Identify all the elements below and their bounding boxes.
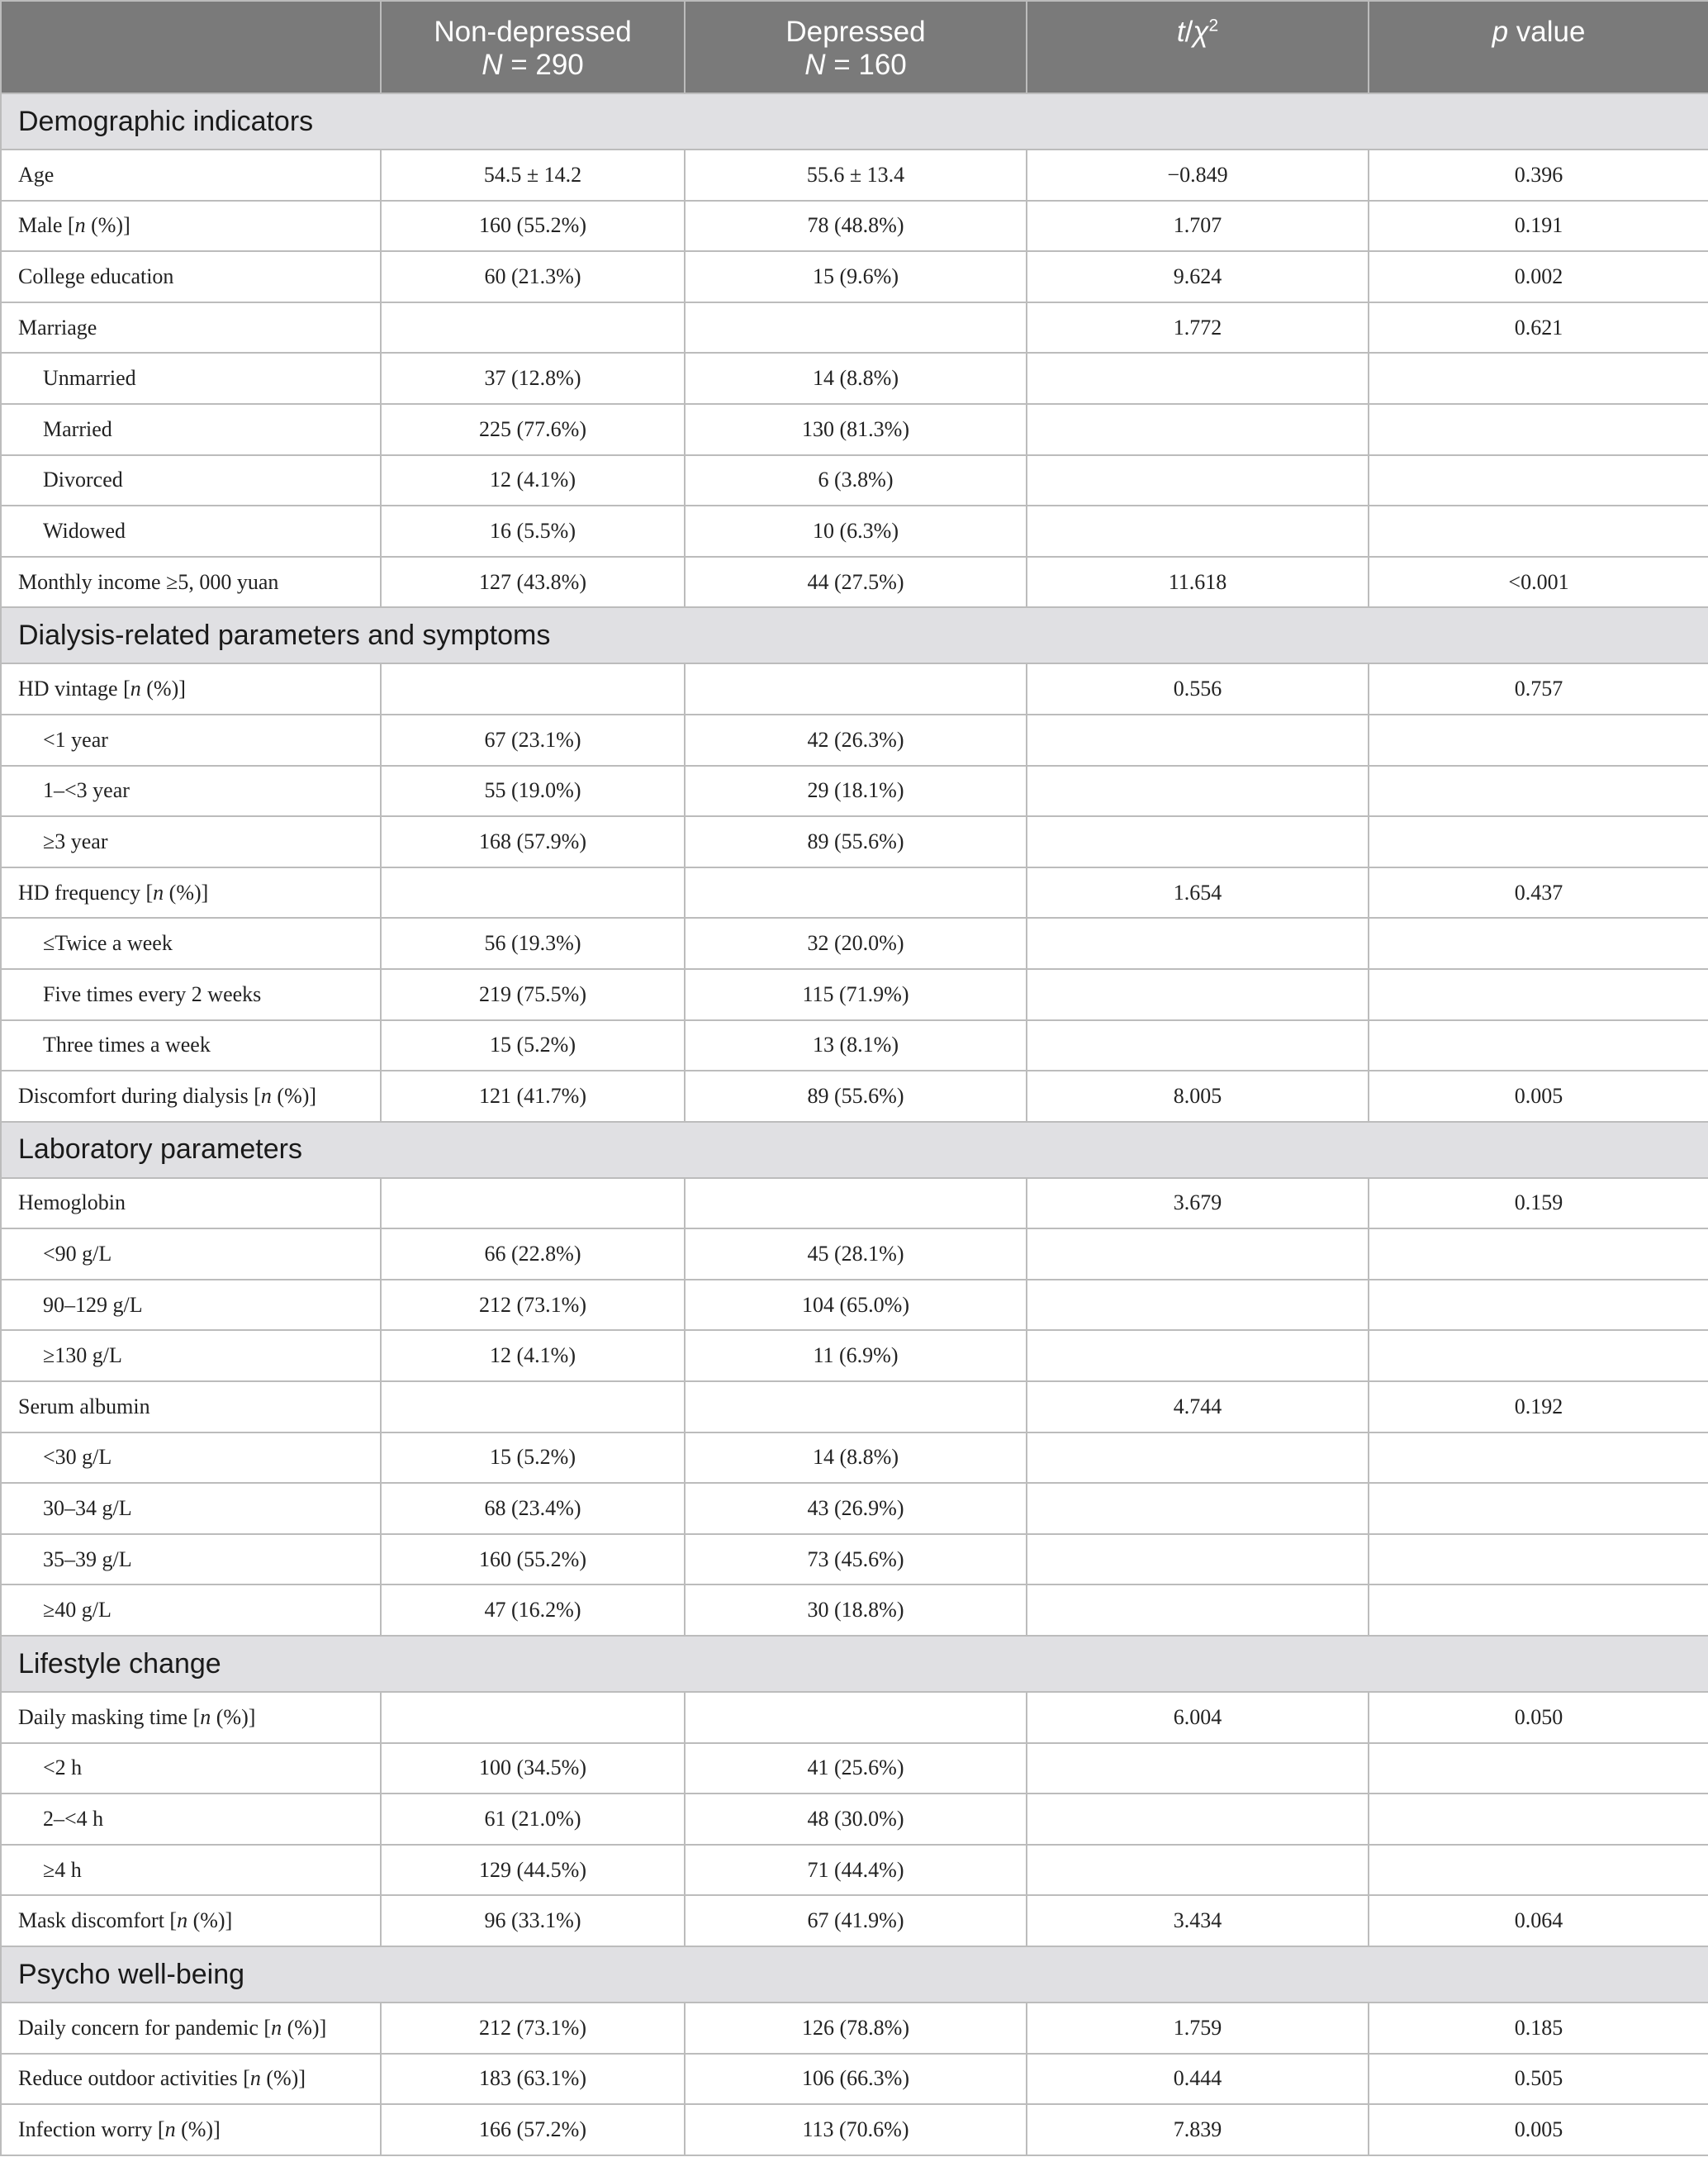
table-row (1, 1280, 1708, 1331)
row-label: 90–129 g/L (1, 1280, 381, 1331)
row-label: Monthly income ≥5, 000 yuan (1, 557, 381, 608)
cell-depressed: 29 (18.1%) (685, 766, 1027, 817)
section-header-row (1, 1636, 1708, 1692)
cell-depressed: 113 (70.6%) (685, 2104, 1027, 2155)
row-label: HD frequency [n (%)] (1, 867, 381, 919)
table-row (1, 2003, 1708, 2054)
table-row (1, 918, 1708, 969)
table-header (1, 1, 1708, 93)
cell-non-depressed: 68 (23.4%) (381, 1483, 685, 1534)
cell-test-statistic (1027, 404, 1369, 455)
table-row (1, 455, 1708, 506)
cell-test-statistic: 6.004 (1027, 1692, 1369, 1743)
cell-non-depressed: 121 (41.7%) (381, 1071, 685, 1122)
table-row (1, 506, 1708, 557)
table-row (1, 1071, 1708, 1122)
table-row (1, 1228, 1708, 1280)
row-label: Marriage (1, 302, 381, 354)
cell-test-statistic (1027, 1584, 1369, 1636)
cell-non-depressed: 47 (16.2%) (381, 1584, 685, 1636)
row-label: Discomfort during dialysis [n (%)] (1, 1071, 381, 1122)
header-depressed (685, 1, 1027, 93)
cell-p-value (1369, 1483, 1708, 1534)
table-row (1, 404, 1708, 455)
cell-p-value: 0.396 (1369, 150, 1708, 201)
cell-test-statistic: 1.707 (1027, 201, 1369, 252)
row-label: Widowed (1, 506, 381, 557)
cell-test-statistic (1027, 969, 1369, 1020)
row-label: Divorced (1, 455, 381, 506)
row-label: ≥3 year (1, 816, 381, 867)
table-row (1, 1794, 1708, 1845)
cell-non-depressed: 160 (55.2%) (381, 1534, 685, 1585)
row-label: Unmarried (1, 353, 381, 404)
cell-test-statistic (1027, 1483, 1369, 1534)
cell-depressed: 42 (26.3%) (685, 715, 1027, 766)
cell-depressed: 14 (8.8%) (685, 353, 1027, 404)
cell-depressed: 130 (81.3%) (685, 404, 1027, 455)
cell-depressed (685, 1381, 1027, 1432)
cell-depressed: 13 (8.1%) (685, 1020, 1027, 1071)
cell-p-value: 0.505 (1369, 2054, 1708, 2105)
header-non-depressed (381, 1, 685, 93)
cell-p-value (1369, 766, 1708, 817)
cell-depressed: 67 (41.9%) (685, 1895, 1027, 1946)
cell-depressed: 11 (6.9%) (685, 1330, 1027, 1381)
row-label: 35–39 g/L (1, 1534, 381, 1585)
cell-depressed: 126 (78.8%) (685, 2003, 1027, 2054)
cell-depressed: 48 (30.0%) (685, 1794, 1027, 1845)
row-label: Infection worry [n (%)] (1, 2104, 381, 2155)
cell-p-value: 0.064 (1369, 1895, 1708, 1946)
cell-test-statistic (1027, 1020, 1369, 1071)
cell-non-depressed: 127 (43.8%) (381, 557, 685, 608)
cell-depressed: 115 (71.9%) (685, 969, 1027, 1020)
table-row (1, 2054, 1708, 2105)
cell-non-depressed: 129 (44.5%) (381, 1845, 685, 1896)
cell-test-statistic (1027, 1845, 1369, 1896)
cell-test-statistic (1027, 353, 1369, 404)
section-title: Dialysis-related parameters and symptoms (1, 607, 1708, 663)
row-label: Serum albumin (1, 1381, 381, 1432)
cell-non-depressed: 166 (57.2%) (381, 2104, 685, 2155)
row-label: 1–<3 year (1, 766, 381, 817)
table-body (1, 93, 1708, 2155)
section-title: Psycho well-being (1, 1946, 1708, 2003)
cell-non-depressed (381, 302, 685, 354)
cell-p-value (1369, 1794, 1708, 1845)
cell-test-statistic (1027, 455, 1369, 506)
header-p-value: p value (1369, 1, 1708, 93)
row-label: HD vintage [n (%)] (1, 663, 381, 715)
cell-test-statistic: 3.679 (1027, 1178, 1369, 1229)
cell-depressed: 10 (6.3%) (685, 506, 1027, 557)
table-row (1, 1692, 1708, 1743)
cell-p-value (1369, 1743, 1708, 1794)
cell-non-depressed: 61 (21.0%) (381, 1794, 685, 1845)
cell-test-statistic: 1.772 (1027, 302, 1369, 354)
cell-depressed: 89 (55.6%) (685, 816, 1027, 867)
cell-p-value (1369, 1534, 1708, 1585)
cell-p-value: 0.621 (1369, 302, 1708, 354)
row-label: Mask discomfort [n (%)] (1, 1895, 381, 1946)
table-row (1, 1483, 1708, 1534)
table-row (1, 1381, 1708, 1432)
table-row (1, 1584, 1708, 1636)
row-label: Daily concern for pandemic [n (%)] (1, 2003, 381, 2054)
cell-test-statistic (1027, 715, 1369, 766)
cell-test-statistic: 3.434 (1027, 1895, 1369, 1946)
table-row (1, 816, 1708, 867)
cell-non-depressed: 54.5 ± 14.2 (381, 150, 685, 201)
table-row (1, 1895, 1708, 1946)
row-label: Five times every 2 weeks (1, 969, 381, 1020)
row-label: Hemoglobin (1, 1178, 381, 1229)
table-row (1, 557, 1708, 608)
row-label: ≥4 h (1, 1845, 381, 1896)
cell-depressed: 104 (65.0%) (685, 1280, 1027, 1331)
cell-test-statistic (1027, 1432, 1369, 1484)
cell-depressed: 71 (44.4%) (685, 1845, 1027, 1896)
header-non-depressed-label: Non-depressed (434, 16, 632, 48)
table-row (1, 1534, 1708, 1585)
cell-non-depressed: 67 (23.1%) (381, 715, 685, 766)
table-row (1, 1432, 1708, 1484)
row-label: Daily masking time [n (%)] (1, 1692, 381, 1743)
row-label: 2–<4 h (1, 1794, 381, 1845)
table-row (1, 201, 1708, 252)
cell-p-value (1369, 455, 1708, 506)
cell-depressed: 44 (27.5%) (685, 557, 1027, 608)
row-label: <1 year (1, 715, 381, 766)
section-header-row (1, 607, 1708, 663)
cell-non-depressed: 55 (19.0%) (381, 766, 685, 817)
cell-test-statistic: 1.654 (1027, 867, 1369, 919)
cell-depressed: 43 (26.9%) (685, 1483, 1027, 1534)
row-label: Three times a week (1, 1020, 381, 1071)
cell-p-value (1369, 1020, 1708, 1071)
cell-non-depressed: 12 (4.1%) (381, 455, 685, 506)
row-label: ≤Twice a week (1, 918, 381, 969)
cell-test-statistic (1027, 1743, 1369, 1794)
cell-non-depressed: 96 (33.1%) (381, 1895, 685, 1946)
table-row (1, 150, 1708, 201)
cell-test-statistic (1027, 766, 1369, 817)
cell-depressed: 41 (25.6%) (685, 1743, 1027, 1794)
section-header-row (1, 93, 1708, 150)
cell-non-depressed (381, 1692, 685, 1743)
header-non-depressed-n: N = 290 (482, 49, 584, 81)
table-row (1, 663, 1708, 715)
cell-non-depressed: 60 (21.3%) (381, 251, 685, 302)
cell-test-statistic: 8.005 (1027, 1071, 1369, 1122)
table-row (1, 302, 1708, 354)
cell-depressed: 32 (20.0%) (685, 918, 1027, 969)
cell-depressed: 30 (18.8%) (685, 1584, 1027, 1636)
cell-depressed: 45 (28.1%) (685, 1228, 1027, 1280)
cell-test-statistic: 4.744 (1027, 1381, 1369, 1432)
cell-depressed: 15 (9.6%) (685, 251, 1027, 302)
cell-non-depressed (381, 1178, 685, 1229)
row-label: College education (1, 251, 381, 302)
cell-depressed: 6 (3.8%) (685, 455, 1027, 506)
row-label: <2 h (1, 1743, 381, 1794)
cell-test-statistic: 0.444 (1027, 2054, 1369, 2105)
cell-non-depressed: 160 (55.2%) (381, 201, 685, 252)
cell-non-depressed: 168 (57.9%) (381, 816, 685, 867)
cell-p-value (1369, 715, 1708, 766)
table-row (1, 1845, 1708, 1896)
cell-p-value (1369, 404, 1708, 455)
cell-non-depressed: 56 (19.3%) (381, 918, 685, 969)
cell-non-depressed: 183 (63.1%) (381, 2054, 685, 2105)
cell-non-depressed: 37 (12.8%) (381, 353, 685, 404)
section-title: Laboratory parameters (1, 1122, 1708, 1178)
cell-depressed (685, 1692, 1027, 1743)
cell-depressed (685, 1178, 1027, 1229)
cell-p-value: 0.192 (1369, 1381, 1708, 1432)
cell-non-depressed: 212 (73.1%) (381, 2003, 685, 2054)
cell-p-value (1369, 1330, 1708, 1381)
cell-test-statistic (1027, 506, 1369, 557)
cell-p-value: 0.757 (1369, 663, 1708, 715)
row-label: ≥130 g/L (1, 1330, 381, 1381)
cell-non-depressed (381, 1381, 685, 1432)
cell-test-statistic: 1.759 (1027, 2003, 1369, 2054)
row-label: Married (1, 404, 381, 455)
section-header-row (1, 1946, 1708, 2003)
cell-non-depressed: 12 (4.1%) (381, 1330, 685, 1381)
cell-non-depressed: 15 (5.2%) (381, 1432, 685, 1484)
cell-test-statistic: 7.839 (1027, 2104, 1369, 2155)
cell-depressed: 14 (8.8%) (685, 1432, 1027, 1484)
header-depressed-n: N = 160 (804, 49, 907, 81)
cell-depressed (685, 302, 1027, 354)
table-row (1, 1020, 1708, 1071)
cell-p-value (1369, 1280, 1708, 1331)
cell-non-depressed: 16 (5.5%) (381, 506, 685, 557)
cell-p-value: 0.005 (1369, 1071, 1708, 1122)
table-row (1, 867, 1708, 919)
cell-non-depressed: 212 (73.1%) (381, 1280, 685, 1331)
cell-depressed (685, 867, 1027, 919)
table-row (1, 1330, 1708, 1381)
table-row (1, 1178, 1708, 1229)
cell-test-statistic (1027, 1280, 1369, 1331)
cell-p-value (1369, 1228, 1708, 1280)
cell-non-depressed: 100 (34.5%) (381, 1743, 685, 1794)
table-row (1, 251, 1708, 302)
cell-p-value: 0.002 (1369, 251, 1708, 302)
table-row (1, 766, 1708, 817)
section-title: Lifestyle change (1, 1636, 1708, 1692)
cell-p-value (1369, 1584, 1708, 1636)
cell-p-value (1369, 816, 1708, 867)
cell-test-statistic: −0.849 (1027, 150, 1369, 201)
row-label: <30 g/L (1, 1432, 381, 1484)
cell-p-value: 0.050 (1369, 1692, 1708, 1743)
cell-test-statistic (1027, 1794, 1369, 1845)
header-row (1, 1, 1708, 93)
cell-depressed: 73 (45.6%) (685, 1534, 1027, 1585)
row-label: Male [n (%)] (1, 201, 381, 252)
cell-test-statistic (1027, 1228, 1369, 1280)
cell-p-value: 0.005 (1369, 2104, 1708, 2155)
cell-non-depressed: 15 (5.2%) (381, 1020, 685, 1071)
header-depressed-label: Depressed (785, 16, 926, 48)
header-test-statistic: $t/\chi^2$ (1027, 1, 1369, 93)
table-row (1, 715, 1708, 766)
cell-non-depressed (381, 867, 685, 919)
cell-p-value (1369, 969, 1708, 1020)
table-row (1, 969, 1708, 1020)
section-header-row (1, 1122, 1708, 1178)
cell-depressed: 78 (48.8%) (685, 201, 1027, 252)
cell-p-value (1369, 1845, 1708, 1896)
cell-depressed: 106 (66.3%) (685, 2054, 1027, 2105)
table-row (1, 2104, 1708, 2155)
row-label: Age (1, 150, 381, 201)
row-label: Reduce outdoor activities [n (%)] (1, 2054, 381, 2105)
cell-p-value: 0.191 (1369, 201, 1708, 252)
cell-test-statistic (1027, 918, 1369, 969)
cell-p-value: 0.185 (1369, 2003, 1708, 2054)
cell-non-depressed: 66 (22.8%) (381, 1228, 685, 1280)
cell-non-depressed: 219 (75.5%) (381, 969, 685, 1020)
cell-test-statistic: 0.556 (1027, 663, 1369, 715)
table-row (1, 1743, 1708, 1794)
cell-test-statistic: 9.624 (1027, 251, 1369, 302)
cell-depressed (685, 663, 1027, 715)
cell-p-value (1369, 1432, 1708, 1484)
cell-p-value (1369, 506, 1708, 557)
header-blank-cell (1, 1, 381, 93)
cell-non-depressed: 225 (77.6%) (381, 404, 685, 455)
cell-test-statistic (1027, 1330, 1369, 1381)
cell-test-statistic: 11.618 (1027, 557, 1369, 608)
cell-p-value (1369, 918, 1708, 969)
cell-p-value (1369, 353, 1708, 404)
cell-test-statistic (1027, 1534, 1369, 1585)
cell-depressed: 55.6 ± 13.4 (685, 150, 1027, 201)
row-label: <90 g/L (1, 1228, 381, 1280)
row-label: ≥40 g/L (1, 1584, 381, 1636)
cell-non-depressed (381, 663, 685, 715)
section-title: Demographic indicators (1, 93, 1708, 150)
cell-p-value: 0.159 (1369, 1178, 1708, 1229)
cell-p-value: <0.001 (1369, 557, 1708, 608)
cell-p-value: 0.437 (1369, 867, 1708, 919)
cell-depressed: 89 (55.6%) (685, 1071, 1027, 1122)
table-row (1, 353, 1708, 404)
cell-test-statistic (1027, 816, 1369, 867)
row-label: 30–34 g/L (1, 1483, 381, 1534)
